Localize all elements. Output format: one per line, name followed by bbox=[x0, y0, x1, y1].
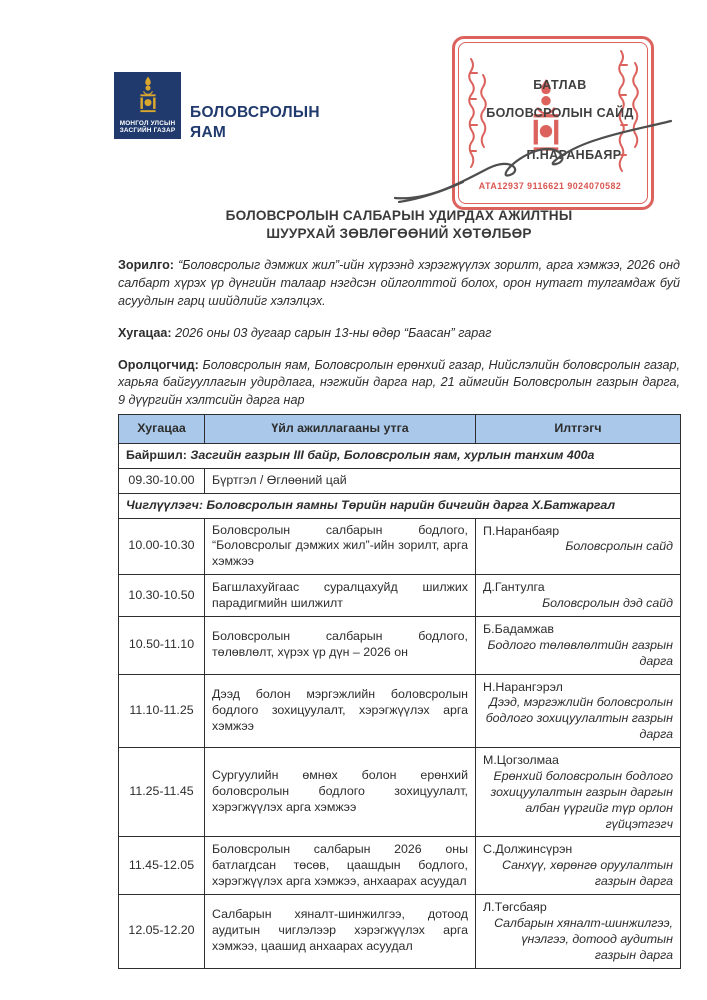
presenter-name: Л.Төгсбаяр bbox=[483, 900, 547, 914]
stamp-approver-name: П.НАРАНБАЯР bbox=[526, 148, 622, 162]
moderator-row: Чиглүүлэгч: Боловсролын яамны Төрийн нарийн бичгийн дарга Х.Батжаргал bbox=[119, 493, 681, 518]
stamp-serial: АТА12937 9116621 9024070582 bbox=[478, 181, 622, 191]
purpose-label: Зорилго: bbox=[118, 258, 174, 272]
presenter-title: Боловсролын сайд bbox=[565, 539, 673, 554]
table-row: 11.25-11.45 Сургуулийн өмнөх болон ерөнхий боловсролын бодлого зохицуулалт, хэрэгжүүлэх арга хэмжээ М.Цогзолмаа Ерөнхий боловсролын бодлого зохицуулалтын газрын даргын албан үүргийг түр орлон гүйцэтгэгч bbox=[119, 748, 681, 837]
table-row: 12.05-12.20 Салбарын хяналт-шинжилгээ, дотоод аудитын чиглэлээр хэрэгжүүлэх арга хэмжээ, цаашид анхаарах асуудал Л.Төгсбаяр Салбарын хяналт-шинжилгээ, үнэлгээ, дотоод аудитын газрын дарга bbox=[119, 895, 681, 969]
participants-paragraph: Оролцогчид: Боловсролын яам, Боловсролын ерөнхий газар, Нийслэлийн боловсролын газар, харьяа байгууллагын удирдлага, нэгжийн дарга нар, 21 аймгийн Боловсролын газрын дарга, 9 дүүргийн хэлтсийн дарга нар bbox=[118, 357, 680, 408]
location-label: Байршил: bbox=[126, 447, 187, 462]
presenter-title: Санхүү, хөрөнгө оруулалтын газрын дарга bbox=[501, 858, 673, 889]
header-time: Хугацаа bbox=[119, 415, 205, 444]
presenter-title: Боловсролын дэд сайд bbox=[542, 596, 673, 610]
signature-icon bbox=[393, 108, 675, 203]
presenter-title: Бодлого төлөвлөлтийн газрын дарга bbox=[487, 637, 673, 668]
location-row: Байршил: Засгийн газрын III байр, Боловсролын яам, хурлын танхим 400а bbox=[119, 443, 681, 468]
table-row: 10.50-11.10 Боловсролын салбарын бодлого, төлөвлөлт, хүрэх үр дүн – 2026 он Б.Бадамжав Бодлого төлөвлөлтийн газрын дарга bbox=[119, 616, 681, 674]
table-row: 09.30-10.00 Бүртгэл / Өглөөний цай bbox=[119, 468, 681, 493]
government-logo bbox=[114, 72, 181, 139]
schedule-table bbox=[118, 414, 681, 969]
presenter-title: Ерөнхий боловсролын бодлого зохицуулалтын газрын даргын албан үүргийг түр орлон гүйцэтгэгч bbox=[490, 768, 673, 831]
presenter-name: Б.Бадамжав bbox=[483, 621, 554, 636]
header-activity: Үйл ажиллагааны утга bbox=[205, 415, 476, 444]
presenter-name: С.Должинсүрэн bbox=[483, 842, 573, 857]
time-paragraph: Хугацаа: 2026 оны 03 дугаар сарын 13-ны өдөр “Баасан” гараг bbox=[118, 325, 492, 340]
table-header-row bbox=[119, 415, 681, 444]
time-label: Хугацаа: bbox=[118, 325, 172, 340]
moderator-label: Чиглүүлэгч: bbox=[126, 497, 203, 512]
stamp-approver-title: БОЛОВСРОЛЫН САЙД bbox=[486, 106, 634, 120]
presenter-name: Н.Нарангэрэл bbox=[483, 679, 563, 694]
logo-caption: МОНГОЛ УЛСЫН ЗАСГИЙН ГАЗАР bbox=[119, 119, 176, 135]
presenter-name: М.Цогзолмаа bbox=[483, 753, 559, 767]
presenter-title: Салбарын хяналт-шинжилгээ, үнэлгээ, дотоод аудитын газрын дарга bbox=[494, 915, 673, 962]
ministry-name: БОЛОВСРОЛЫН ЯАМ bbox=[190, 104, 320, 142]
table-row: 10.30-10.50 Багшлахуйгаас суралцахуйд шилжих парадигмийн шилжилт Д.Гантулга Боловсролын дэд сайд bbox=[119, 575, 681, 617]
presenter-title: Дээд, мэргэжлийн боловсролын бодлого зохицуулалтын газрын дарга bbox=[485, 695, 673, 742]
table-row: 11.45-12.05 Боловсролын салбарын 2026 оны батлагдсан төсөв, цаашдын бодлого, хэрэгжүүлэх арга хэмжээ, анхаарах асуудал С.Должинсүрэн Санхүү, хөрөнгө оруулалтын газрын дарга bbox=[119, 837, 681, 895]
table-row: 11.10-11.25 Дээд болон мэргэжлийн боловсролын бодлого зохицуулалт, хэрэгжүүлэх арга хэмжээ Н.Нарангэрэл Дээд, мэргэжлийн боловсролын бодлого зохицуулалтын газрын дарга bbox=[119, 674, 681, 748]
header-presenter: Илтгэгч bbox=[476, 415, 681, 444]
purpose-paragraph: Зорилго: “Боловсролыг дэмжих жил”-ийн хүрээнд хэрэгжүүлэх зорилт, арга хэмжээ, 2026 онд салбарт хүрэх үр дүнгийн талаар нэгдсэн ойлголттой болох, орон нутагт тулгамдаж буй асуудлын гарц шийдлийг хэлэлцэх. bbox=[118, 258, 680, 308]
presenter-name: П.Наранбаяр bbox=[483, 523, 560, 538]
table-row: 10.00-10.30 Боловсролын салбарын бодлого, “Боловсролыг дэмжих жил”-ийн зорилт, арга хэмжээ П.Наранбаяр Боловсролын сайд bbox=[119, 518, 681, 575]
document-title: БОЛОВСРОЛЫН САЛБАРЫН УДИРДАХ АЖИЛТНЫ ШУУРХАЙ ЗӨВЛӨГӨӨНИЙ ХӨТӨЛБӨР bbox=[225, 208, 573, 241]
participants-label: Оролцогчид: bbox=[118, 357, 199, 372]
soyombo-icon bbox=[135, 76, 161, 114]
presenter-name: Д.Гантулга bbox=[483, 580, 545, 595]
stamp-approve-label: БАТЛАВ bbox=[533, 78, 587, 92]
intro-section bbox=[118, 257, 680, 424]
